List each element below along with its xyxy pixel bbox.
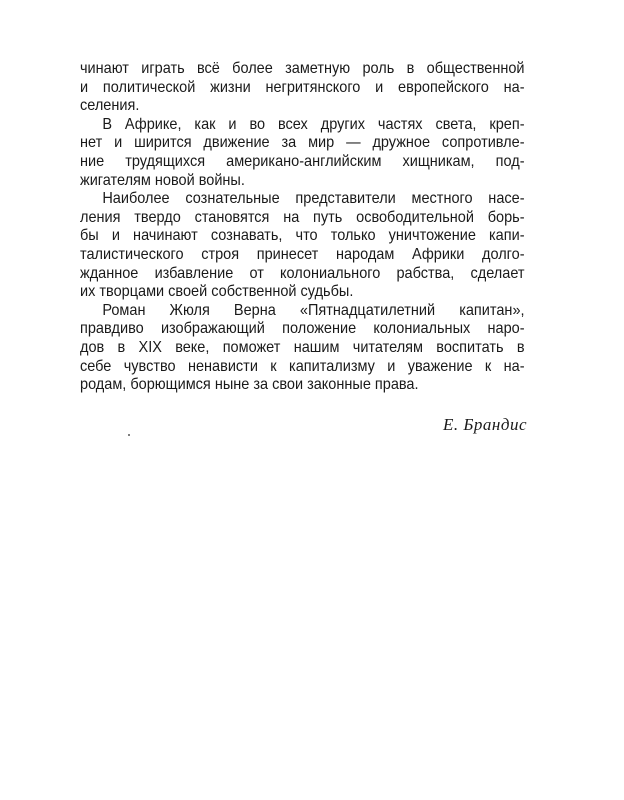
text-line: жданное избавление от колониального рабства, сделает xyxy=(80,264,525,282)
text-line: В Африке, как и во всех других частях света, креп- xyxy=(102,115,525,133)
text-line: правдиво изображающий положение колониальных наро- xyxy=(80,320,525,338)
print-speck xyxy=(128,434,130,436)
text-line: родам, борющимся ныне за свои законные права. xyxy=(80,376,419,394)
author-signature: Е. Брандис xyxy=(443,415,527,434)
text-line: ления твердо становятся на путь освободительной борь- xyxy=(80,208,525,226)
text-line: бы и начинают сознавать, что только уничтожение капи- xyxy=(80,227,525,245)
text-line: себе чувство ненависти к капитализму и уважение к на- xyxy=(80,357,525,375)
text-line: талистического строя принесет народам Африки долго- xyxy=(80,245,525,263)
text-line: селения. xyxy=(80,97,140,115)
text-line: жигателям новой войны. xyxy=(80,171,245,189)
text-line: дов в XIX веке, поможет нашим читателям воспитать в xyxy=(80,338,525,356)
body-text xyxy=(80,60,525,395)
text-line: ние трудящихся американо-английским хищникам, под- xyxy=(80,152,525,170)
text-line: нет и ширится движение за мир — дружное сопротивле- xyxy=(80,134,525,152)
text-line: и политической жизни негритянского и европейского на- xyxy=(80,78,525,96)
text-line: Роман Жюля Верна «Пятнадцатилетний капитан», xyxy=(102,301,525,319)
text-line: Наиболее сознательные представители местного насе- xyxy=(102,190,525,208)
text-line: их творцами своей собственной судьбы. xyxy=(80,283,354,301)
text-line: чинают играть всё более заметную роль в общественной xyxy=(80,60,525,77)
